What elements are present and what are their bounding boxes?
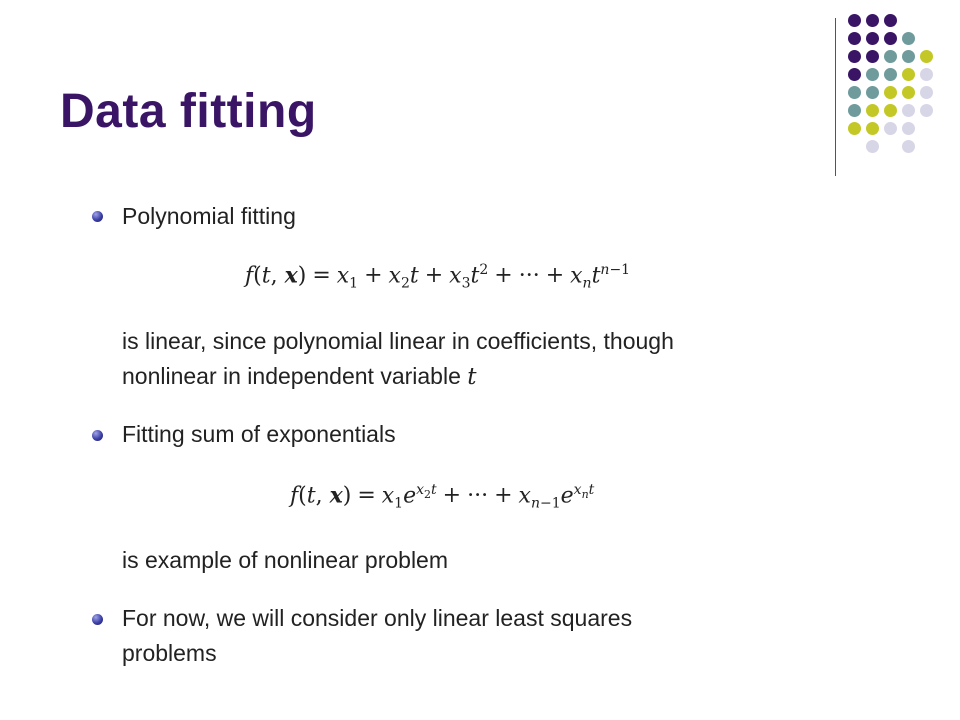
bullet-icon bbox=[92, 430, 103, 441]
bullet-label-polynomial: Polynomial fitting bbox=[122, 203, 296, 229]
decorative-dot bbox=[884, 14, 897, 27]
decorative-dot bbox=[848, 14, 861, 27]
decorative-dot bbox=[920, 68, 933, 81]
decorative-dot bbox=[902, 32, 915, 45]
decorative-dot bbox=[884, 50, 897, 63]
decorative-dot bbox=[884, 122, 897, 135]
decorative-dot bbox=[902, 86, 915, 99]
decorative-dot bbox=[902, 50, 915, 63]
equation-exponentials: f(t, $x) = x_1e^{x_2t}$ + ··· + $x_{n-1}e^{x_nt}$ bbox=[290, 482, 595, 512]
description-exponentials: is example of nonlinear problem bbox=[122, 547, 449, 573]
decorative-dot bbox=[866, 104, 879, 117]
description-polynomial-line2 bbox=[122, 361, 477, 392]
bullet-icon bbox=[92, 614, 103, 625]
decorative-dot bbox=[884, 32, 897, 45]
decorative-dot bbox=[902, 68, 915, 81]
decorative-dot bbox=[866, 86, 879, 99]
decorative-dot bbox=[848, 86, 861, 99]
bullet-label-least-squares-line2: problems bbox=[122, 640, 217, 666]
bullet-label-least-squares-line1: For now, we will consider only linear least squares bbox=[122, 605, 633, 631]
decorative-dot bbox=[848, 104, 861, 117]
decorative-dot bbox=[866, 50, 879, 63]
decorative-dot bbox=[866, 68, 879, 81]
slide-title: Data fitting bbox=[60, 85, 317, 138]
equation-polynomial: f(t, $x) = x_1 + x_2t + x_3t^2$ + ··· + $x_nt^{n-1}$ bbox=[245, 262, 631, 292]
description-polynomial-text: nonlinear in independent variable bbox=[122, 363, 461, 389]
decorative-dot bbox=[866, 140, 879, 153]
decorative-dot bbox=[920, 50, 933, 63]
decorative-dot bbox=[884, 86, 897, 99]
title-divider bbox=[835, 18, 836, 176]
decorative-dot bbox=[902, 104, 915, 117]
decorative-dot bbox=[902, 140, 915, 153]
decorative-dot bbox=[866, 122, 879, 135]
decorative-dot bbox=[884, 104, 897, 117]
bullet-label-exponentials: Fitting sum of exponentials bbox=[122, 421, 396, 447]
decorative-dot bbox=[902, 122, 915, 135]
decorative-dot bbox=[848, 50, 861, 63]
decorative-dot bbox=[920, 86, 933, 99]
decorative-dot bbox=[866, 14, 879, 27]
decorative-dot bbox=[848, 122, 861, 135]
description-polynomial-line1: is linear, since polynomial linear in coefficients, though bbox=[122, 328, 674, 354]
decorative-dot bbox=[848, 32, 861, 45]
decorative-dot-grid bbox=[848, 14, 948, 164]
decorative-dot bbox=[920, 104, 933, 117]
bullet-icon bbox=[92, 211, 103, 222]
variable-t: t bbox=[467, 364, 477, 390]
decorative-dot bbox=[866, 32, 879, 45]
decorative-dot bbox=[848, 68, 861, 81]
decorative-dot bbox=[884, 68, 897, 81]
